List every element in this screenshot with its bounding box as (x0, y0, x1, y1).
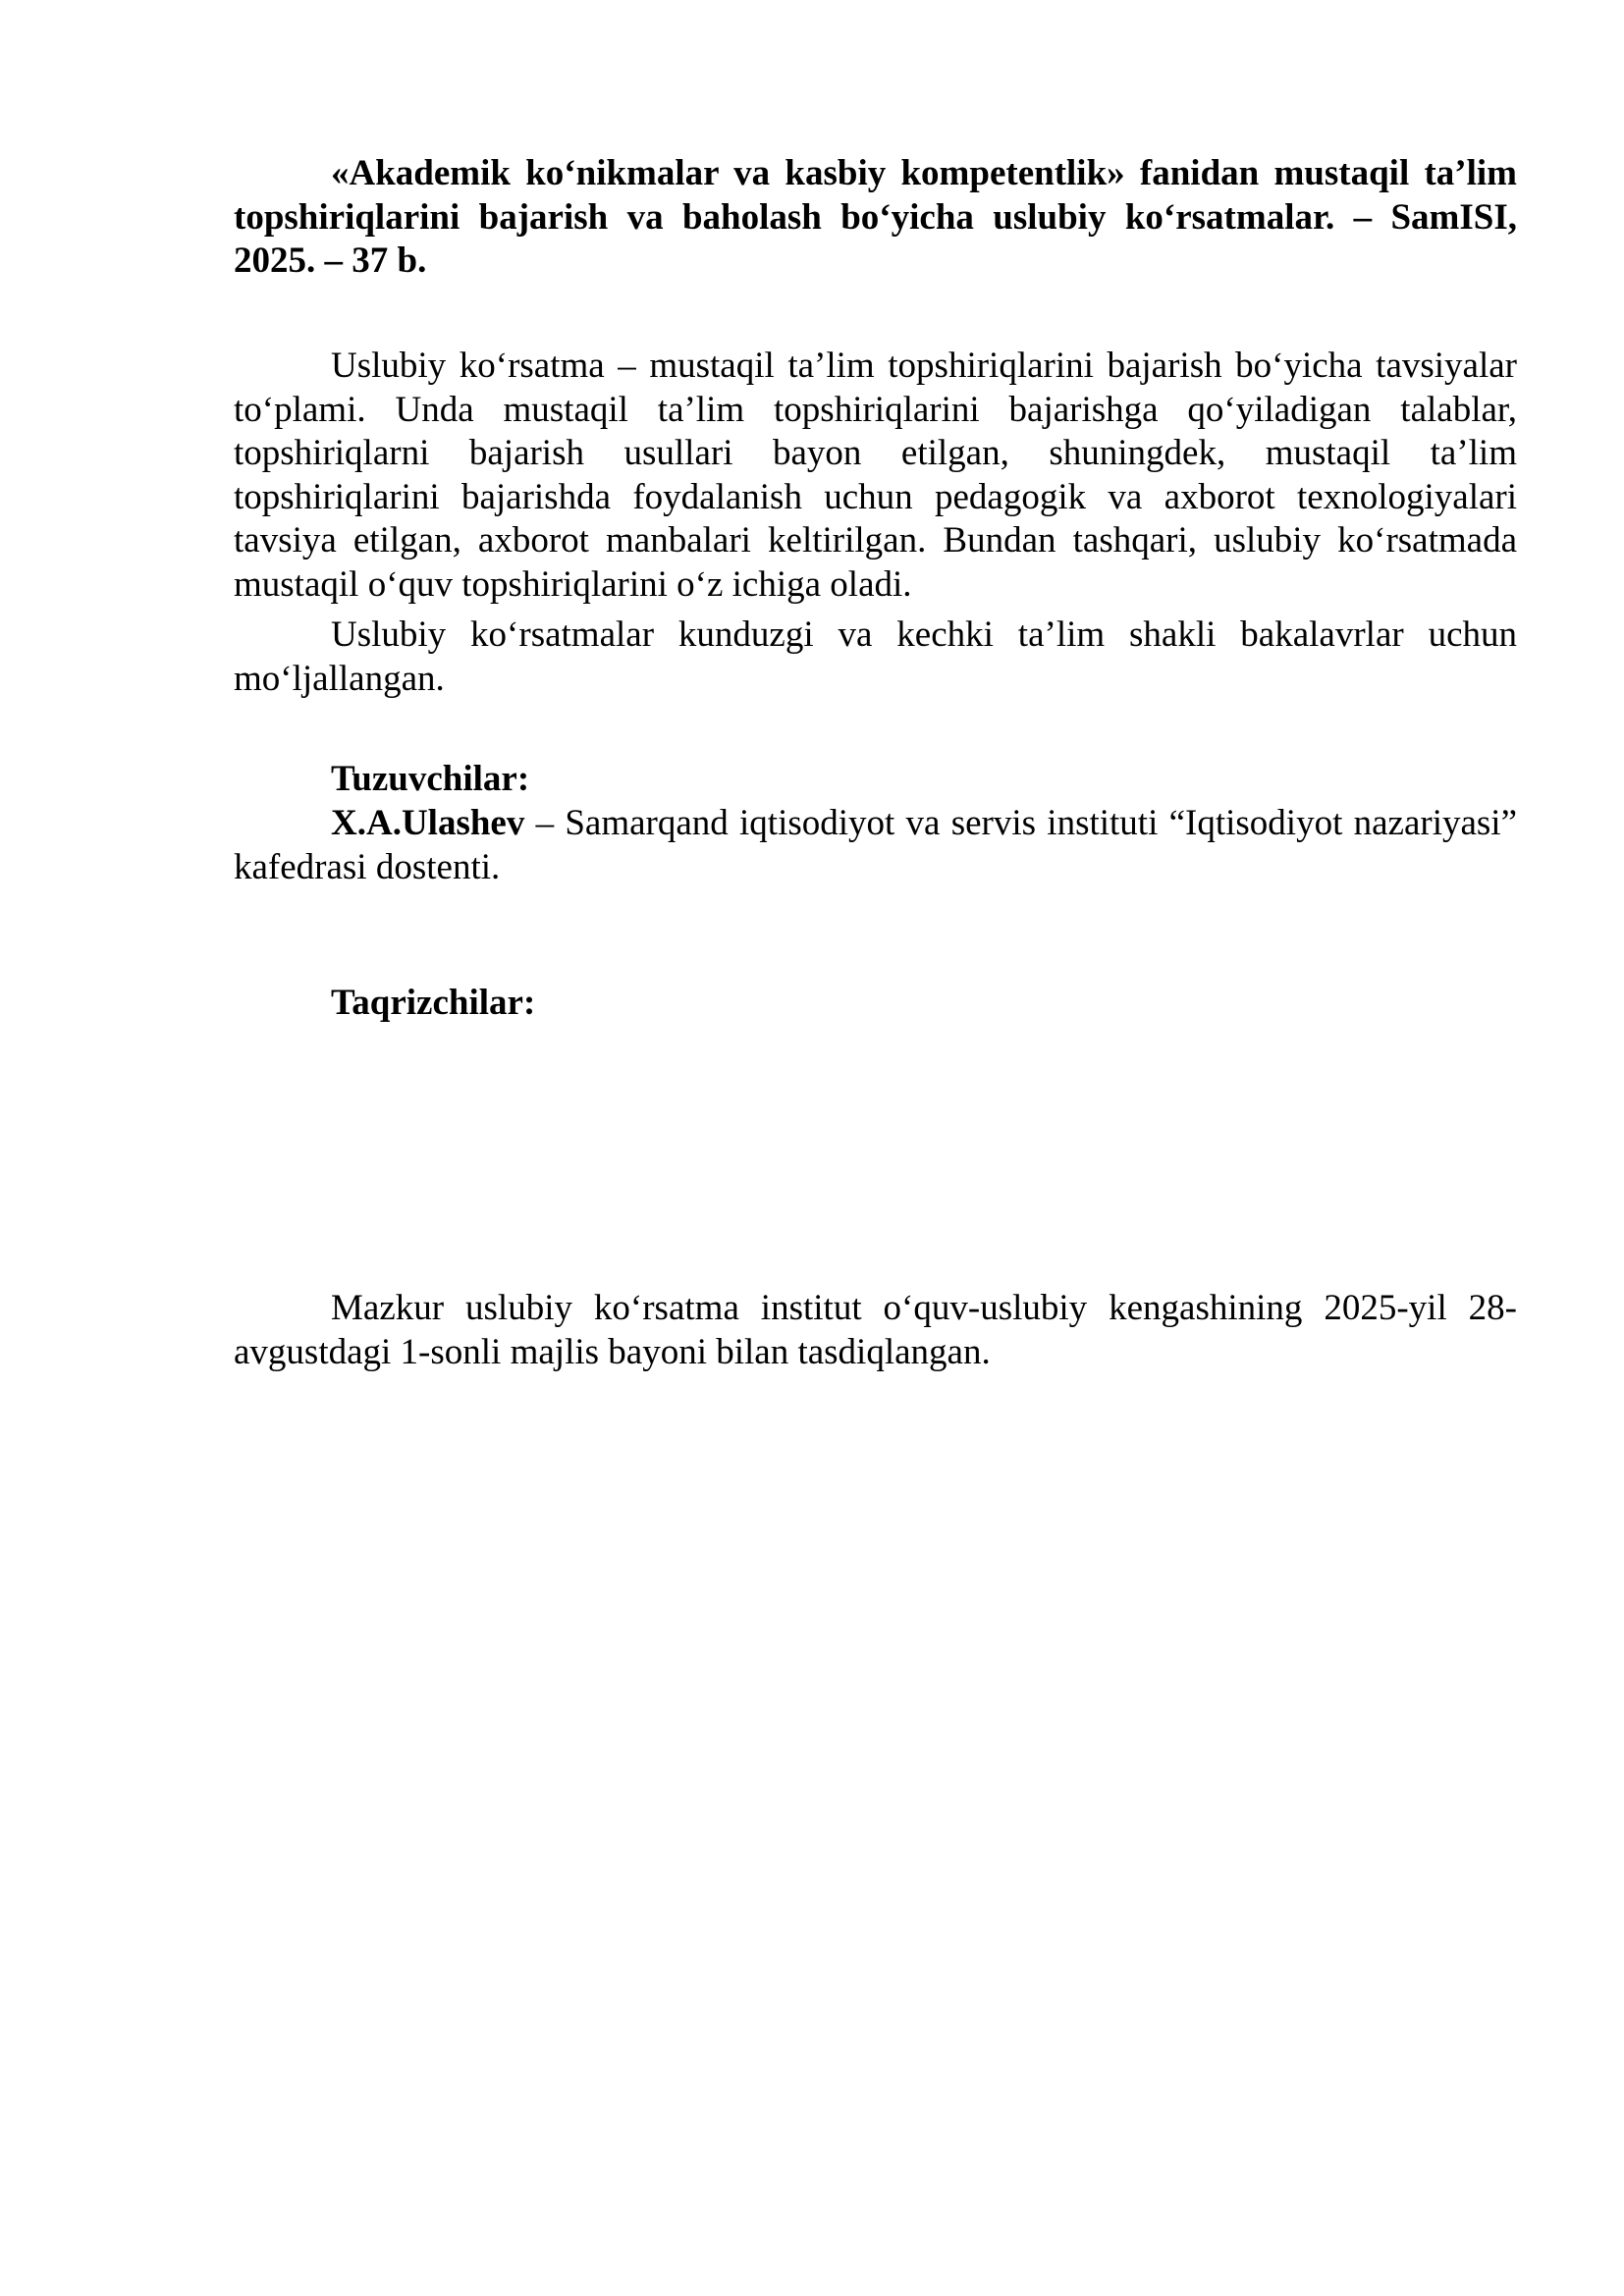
reviewers-heading: Taqrizchilar: (331, 983, 536, 1023)
approval-note: Mazkur uslubiy ko‘rsatma institut o‘quv-uslubiy kengashining 2025-yil 28-avgustdagi 1-sonli majlis bayoni bilan tasdiqlangan. (234, 1288, 1517, 1372)
compiler-entry (234, 802, 1517, 889)
document-title-block: «Akademik ko‘nikmalar va kasbiy kompetentlik» fanidan mustaqil ta’lim topshiriqlarini bajarish va baholash bo‘yicha uslubiy ko‘rsatmalar. – SamISI, 2025. – 37 b. (234, 153, 1517, 282)
compiler-description: – Samarqand iqtisodiyot va servis instituti “Iqtisodiyot nazariyasi” kafedrasi dostenti. (234, 803, 1517, 887)
annotation-audience-paragraph: Uslubiy ko‘rsatmalar kunduzgi va kechki ta’lim shakli bakalavrlar uchun mo‘ljallangan. (234, 614, 1517, 699)
annotation-paragraph: Uslubiy ko‘rsatma – mustaqil ta’lim topshiriqlarini bajarish bo‘yicha tavsiyalar to‘plami. Unda mustaqil ta’lim topshiriqlarini bajarishga qo‘yiladigan talablar, topshiriqlarni bajarish usullari bayon etilgan, shuningdek, mustaqil ta’lim topshiriqlarini bajarishda foydalanish uchun pedagogik va axborot texnologiyalari tavsiya etilgan, axborot manbalari keltirilgan. Bundan tashqari, uslubiy ko‘rsatmada mustaqil o‘quv topshiriqlarini o‘z ichiga oladi. (234, 346, 1517, 605)
compilers-heading: Tuzuvchilar: (331, 759, 530, 799)
compiler-name: X.A.Ulashev (331, 803, 525, 843)
